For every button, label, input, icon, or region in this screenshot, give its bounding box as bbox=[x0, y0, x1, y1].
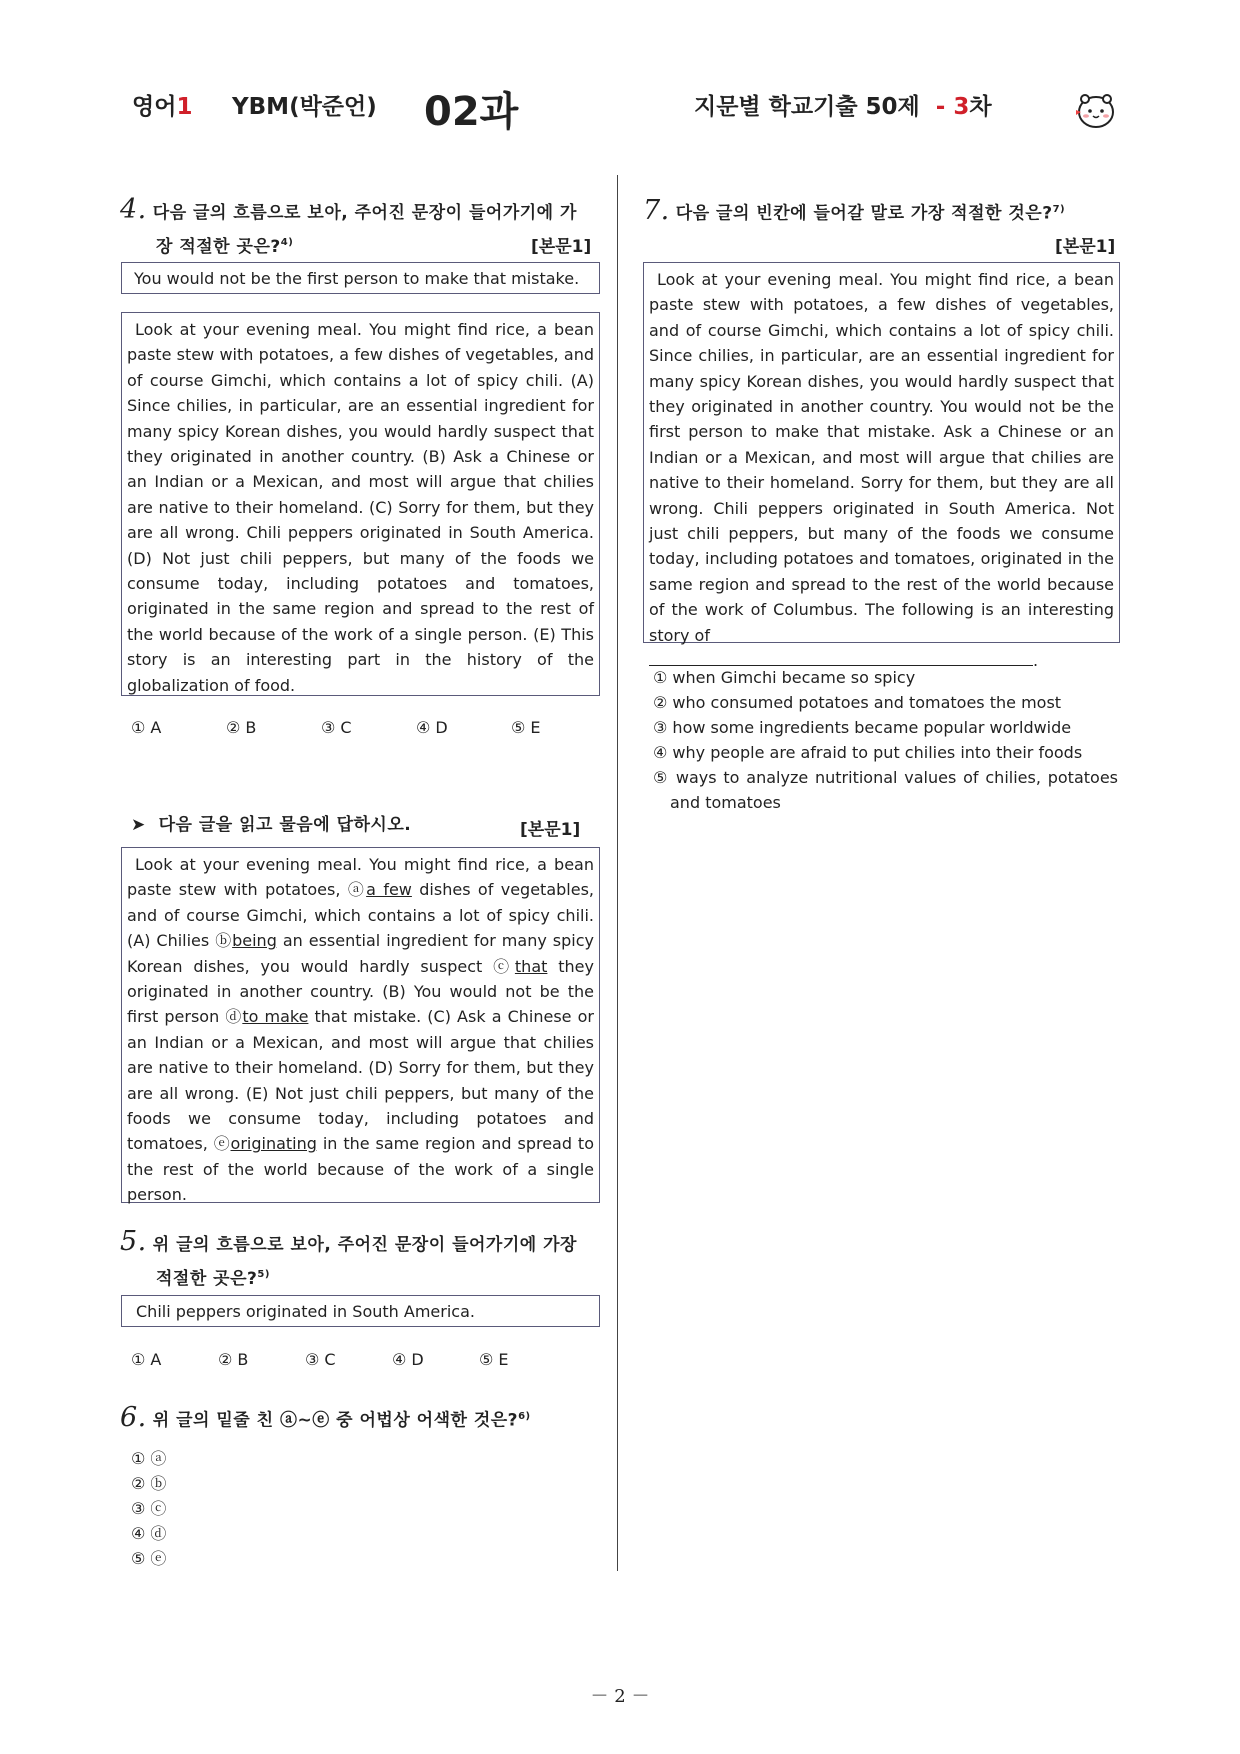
header-lesson: 02과 bbox=[424, 89, 519, 135]
q4-tag: [본문1] bbox=[531, 237, 592, 257]
choice[interactable]: ② ⓑ bbox=[131, 1474, 167, 1493]
choice[interactable]: ② who consumed potatoes and tomatoes the most bbox=[653, 693, 1062, 712]
choice[interactable]: ⑤ ways to analyze nutritional values of chilies, potatoes and tomatoes bbox=[653, 768, 1118, 812]
q5-choices bbox=[131, 1350, 601, 1369]
q7-tag: [본문1] bbox=[1055, 237, 1116, 257]
choice[interactable]: ③ how some ingredients became popular worldwide bbox=[653, 718, 1072, 737]
underline-a: a few bbox=[366, 880, 412, 900]
underline-e: originating bbox=[230, 1134, 317, 1154]
group-passage: Look at your evening meal. You might find rice, a bean paste stew with potatoes, ⓐa few dishes of vegetables, and of course Gimchi, which contains a lot of spicy chili. (A) Chilies ⓑbeing an essential ingredient for many spicy Korean dishes, you would hardly suspect ⓒthat they originated in another country. (B) You would not be the first person ⓓto make that mistake. (C) Ask a Chinese or an Indian or a Mexican, and most will argue that chilies are native to their homeland. (D) Sorry for them, but they are all wrong. (E) Not just chili peppers, but many of the foods we consume today, including potatoes and tomatoes, ⓔoriginating in the same region and spread to the rest of the world because of the work of a single person. bbox=[121, 847, 600, 1203]
group-tag: [본문1] bbox=[520, 820, 581, 840]
q5-given-sentence: Chili peppers originated in South America. bbox=[121, 1295, 600, 1327]
choice[interactable]: ⑤ ⓔ bbox=[131, 1549, 167, 1568]
q6-title: 6. 위 글의 밑줄 친 ⓐ~ⓔ 중 어법상 어색한 것은?$^{6)}$ bbox=[120, 1401, 531, 1433]
q4-title: 4. 다음 글의 흐름으로 보아, 주어진 문장이 들어가기에 가 장 적절한 곳은?$^{4)}$ bbox=[120, 194, 577, 257]
q4-given-sentence: You would not be the first person to make that mistake. bbox=[121, 262, 600, 294]
underline-c: that bbox=[514, 956, 548, 976]
header-series: 지문별 학교기출 50제 - 3차 bbox=[694, 94, 992, 120]
underline-b: being bbox=[232, 931, 277, 951]
choice[interactable]: ③ ⓒ bbox=[131, 1499, 167, 1518]
choice[interactable]: ⑤ E bbox=[511, 718, 541, 737]
choice[interactable]: ④ D bbox=[416, 718, 448, 737]
header-publisher: YBM(박준언) bbox=[232, 94, 377, 120]
answer-blank bbox=[649, 651, 1033, 666]
choice[interactable]: ① when Gimchi became so spicy bbox=[653, 668, 916, 687]
mascot-icon bbox=[1072, 88, 1118, 134]
underline-d: to make bbox=[242, 1007, 309, 1027]
group-instruction: ➤ 다음 글을 읽고 물음에 답하시오. bbox=[131, 815, 412, 835]
q7-choices bbox=[653, 665, 1118, 815]
choice[interactable]: ③ C bbox=[305, 1350, 336, 1369]
choice[interactable]: ⑤ E bbox=[479, 1350, 509, 1369]
q6-choices bbox=[131, 1446, 166, 1571]
q4-choices bbox=[131, 718, 601, 737]
header-subject: 영어1 bbox=[132, 94, 193, 120]
choice[interactable]: ② B bbox=[226, 718, 257, 737]
column-divider bbox=[617, 175, 618, 1571]
choice[interactable]: ④ D bbox=[392, 1350, 424, 1369]
page-number: － 2 － bbox=[590, 1686, 650, 1707]
q7-title: 7. 다음 글의 빈칸에 들어갈 말로 가장 적절한 것은?$^{7)}$ bbox=[643, 194, 1066, 226]
choice[interactable]: ④ why people are afraid to put chilies into their foods bbox=[653, 743, 1083, 762]
choice[interactable]: ② B bbox=[218, 1350, 249, 1369]
choice[interactable]: ① A bbox=[131, 718, 162, 737]
q5-title: 5. 위 글의 흐름으로 보아, 주어진 문장이 들어가기에 가장 적절한 곳은?$^{5)}$ bbox=[120, 1226, 577, 1289]
choice[interactable]: ③ C bbox=[321, 718, 352, 737]
choice[interactable]: ① ⓐ bbox=[131, 1449, 167, 1468]
choice[interactable]: ④ ⓓ bbox=[131, 1524, 167, 1543]
q7-passage: Look at your evening meal. You might find rice, a bean paste stew with potatoes, a few dishes of vegetables, and of course Gimchi, which contains a lot of spicy chili. Since chilies, in particular, are an essential ingredient for many spicy Korean dishes, you would hardly suspect that they originated in another country. You would not be the first person to make that mistake. Ask a Chinese or an Indian or a Mexican, and most will argue that chilies are native to their homeland. Sorry for them, but they are all wrong. Chili peppers originated in South America. Not just chili peppers, but many of the foods we consume today, including potatoes and tomatoes, originated in the same region and spread to the rest of the world because of the work of Columbus. The following is an interesting story of . bbox=[643, 262, 1120, 643]
q4-passage: Look at your evening meal. You might find rice, a bean paste stew with potatoes, a few dishes of vegetables, and of course Gimchi, which contains a lot of spicy chili. (A) Since chilies, in particular, are an essential ingredient for many spicy Korean dishes, you would hardly suspect that they originated in another country. (B) Ask a Chinese or an Indian or a Mexican, and most will argue that chilies are native to their homeland. (C) Sorry for them, but they are all wrong. Chili peppers originated in South America. (D) Not just chili peppers, but many of the foods we consume today, including potatoes and tomatoes, originated in the same region and spread to the rest of the world because of the work of a single person. (E) This story is an interesting part in the history of the globalization of food. bbox=[121, 312, 600, 696]
choice[interactable]: ① A bbox=[131, 1350, 162, 1369]
